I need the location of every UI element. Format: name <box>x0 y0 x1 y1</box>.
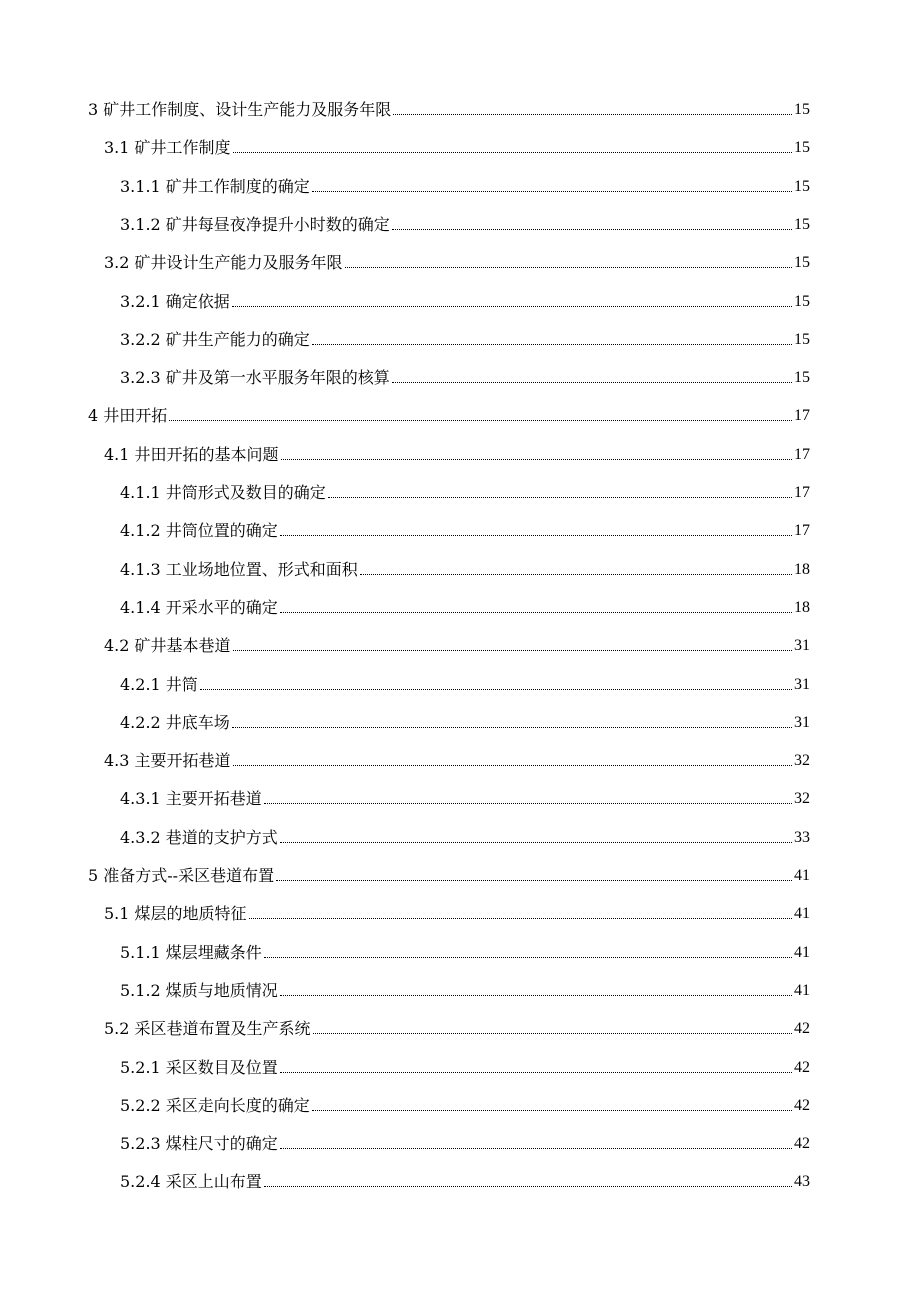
toc-entry-title: 5.2 采区巷道布置及生产系统 <box>104 1019 311 1039</box>
toc-entry-page-number: 15 <box>794 254 810 272</box>
toc-entry-title: 4.3 主要开拓巷道 <box>104 751 231 771</box>
toc-entry[interactable] <box>104 1015 810 1039</box>
dot-leader <box>360 574 792 575</box>
dot-leader <box>233 650 792 651</box>
toc-entry[interactable] <box>104 747 810 771</box>
toc-entry-title: 5.1.2 煤质与地质情况 <box>120 980 278 1000</box>
dot-leader <box>312 1110 792 1111</box>
dot-leader <box>393 114 792 115</box>
dot-leader <box>200 689 792 690</box>
toc-entry[interactable] <box>88 402 810 426</box>
toc-entry-page-number: 33 <box>794 828 810 846</box>
dot-leader <box>276 880 792 881</box>
toc-entry-page-number: 42 <box>794 1058 810 1076</box>
toc-entry[interactable] <box>120 977 810 1001</box>
toc-entry-page-number: 41 <box>794 867 810 884</box>
toc-entry-title: 4.3.2 巷道的支护方式 <box>120 827 278 847</box>
toc-entry-page-number: 15 <box>794 330 810 348</box>
toc-entry-page-number: 42 <box>794 1020 810 1038</box>
toc-entry[interactable] <box>120 824 810 848</box>
toc-entry-title: 4.2.2 井底车场 <box>120 712 230 732</box>
toc-entry[interactable] <box>104 249 810 273</box>
toc-entry[interactable] <box>120 364 810 388</box>
toc-entry[interactable] <box>120 594 810 618</box>
toc-entry-title: 3.1 矿井工作制度 <box>104 138 231 158</box>
toc-entry-title: 5.2.2 采区走向长度的确定 <box>120 1095 310 1115</box>
toc-entry[interactable] <box>120 709 810 733</box>
toc-entry-page-number: 43 <box>794 1173 810 1191</box>
dot-leader <box>280 612 792 613</box>
toc-entry-title: 3.1.1 矿井工作制度的确定 <box>120 176 310 196</box>
toc-entry-title: 5.1 煤层的地质特征 <box>104 904 247 924</box>
dot-leader <box>233 152 792 153</box>
toc-entry-page-number: 18 <box>794 598 810 616</box>
toc-entry-title: 3 矿井工作制度、设计生产能力及服务年限 <box>88 100 392 119</box>
toc-entry-page-number: 32 <box>794 752 810 770</box>
toc-entry[interactable] <box>120 1092 810 1116</box>
toc-entry[interactable] <box>120 517 810 541</box>
dot-leader <box>312 191 792 192</box>
toc-entry-title: 4.2.1 井筒 <box>120 674 198 694</box>
dot-leader <box>264 803 792 804</box>
toc-entry-page-number: 18 <box>794 560 810 578</box>
dot-leader <box>249 918 792 919</box>
toc-entry-title: 3.2.2 矿井生产能力的确定 <box>120 329 310 349</box>
toc-entry-page-number: 31 <box>794 675 810 693</box>
toc-entry-title: 3.2.3 矿井及第一水平服务年限的核算 <box>120 368 390 388</box>
toc-entry-title: 4.1.4 开采水平的确定 <box>120 597 278 617</box>
toc-entry[interactable] <box>120 939 810 963</box>
toc-entry[interactable] <box>120 288 810 312</box>
dot-leader <box>280 535 792 536</box>
dot-leader <box>280 842 792 843</box>
toc-entry-title: 4.1.3 工业场地位置、形式和面积 <box>120 559 358 579</box>
toc-entry[interactable] <box>104 900 810 924</box>
toc-entry[interactable] <box>120 1130 810 1154</box>
dot-leader <box>169 420 792 421</box>
dot-leader <box>392 382 792 383</box>
toc-entry[interactable] <box>120 785 810 809</box>
toc-entry-page-number: 41 <box>794 905 810 923</box>
toc-entry-page-number: 17 <box>794 484 810 501</box>
toc-entry[interactable] <box>120 479 810 503</box>
dot-leader <box>312 344 792 345</box>
toc-entry-page-number: 17 <box>794 522 810 540</box>
toc-entry[interactable] <box>88 96 810 120</box>
toc-entry[interactable] <box>104 441 810 465</box>
dot-leader <box>345 267 792 268</box>
dot-leader <box>281 459 792 460</box>
toc-entry[interactable] <box>120 1054 810 1078</box>
toc-entry[interactable] <box>104 134 810 158</box>
toc-entry-page-number: 15 <box>794 292 810 310</box>
toc-entry[interactable] <box>120 211 810 235</box>
toc-entry-page-number: 15 <box>794 369 810 387</box>
toc-entry-page-number: 17 <box>794 407 810 425</box>
toc-entry[interactable] <box>104 632 810 656</box>
dot-leader <box>264 1186 792 1187</box>
toc-entry-page-number: 17 <box>794 445 810 463</box>
toc-entry-title: 5.1.1 煤层埋藏条件 <box>120 942 262 962</box>
toc-entry-page-number: 31 <box>794 637 810 655</box>
toc-entry-page-number: 15 <box>794 177 810 195</box>
dot-leader <box>280 1148 792 1149</box>
dot-leader <box>280 1072 792 1073</box>
toc-entry-page-number: 41 <box>794 981 810 999</box>
toc-entry-page-number: 15 <box>794 139 810 157</box>
toc-entry-page-number: 15 <box>794 101 810 118</box>
toc-entry-page-number: 15 <box>794 215 810 233</box>
toc-entry-title: 4 井田开拓 <box>88 406 168 426</box>
dot-leader <box>233 765 792 766</box>
toc-entry-title: 5.2.3 煤柱尺寸的确定 <box>120 1134 278 1154</box>
toc-entry-title: 4.2 矿井基本巷道 <box>104 636 231 656</box>
toc-entry[interactable] <box>120 671 810 695</box>
dot-leader <box>280 995 792 996</box>
toc-entry-title: 4.1 井田开拓的基本问题 <box>104 444 279 464</box>
dot-leader <box>392 229 792 230</box>
toc-entry-title: 5 准备方式--采区巷道布置 <box>88 866 275 885</box>
toc-entry-page-number: 42 <box>794 1135 810 1153</box>
toc-entry-title: 3.2.1 确定依据 <box>120 291 230 311</box>
toc-entry[interactable] <box>120 1168 810 1192</box>
dot-leader <box>232 727 792 728</box>
toc-entry-page-number: 42 <box>794 1096 810 1114</box>
dot-leader <box>232 306 792 307</box>
toc-entry-title: 4.1.1 井筒形式及数目的确定 <box>120 483 326 502</box>
toc-entry-title: 5.2.1 采区数目及位置 <box>120 1057 278 1077</box>
toc-entry-title: 4.3.1 主要开拓巷道 <box>120 789 262 809</box>
dot-leader <box>313 1033 792 1034</box>
toc-entry-title: 3.2 矿井设计生产能力及服务年限 <box>104 253 343 273</box>
dot-leader <box>328 497 792 498</box>
toc-entry[interactable] <box>120 326 810 350</box>
dot-leader <box>264 957 792 958</box>
toc-entry-page-number: 31 <box>794 713 810 731</box>
toc-entry-title: 4.1.2 井筒位置的确定 <box>120 521 278 541</box>
toc-entry[interactable] <box>88 862 810 886</box>
toc-entry-title: 3.1.2 矿井每昼夜净提升小时数的确定 <box>120 214 390 234</box>
toc-entry-page-number: 32 <box>794 790 810 808</box>
toc-entry-page-number: 41 <box>794 943 810 961</box>
toc-entry-title: 5.2.4 采区上山布置 <box>120 1172 262 1192</box>
toc-entry[interactable] <box>120 173 810 197</box>
toc-entry[interactable] <box>120 556 810 580</box>
